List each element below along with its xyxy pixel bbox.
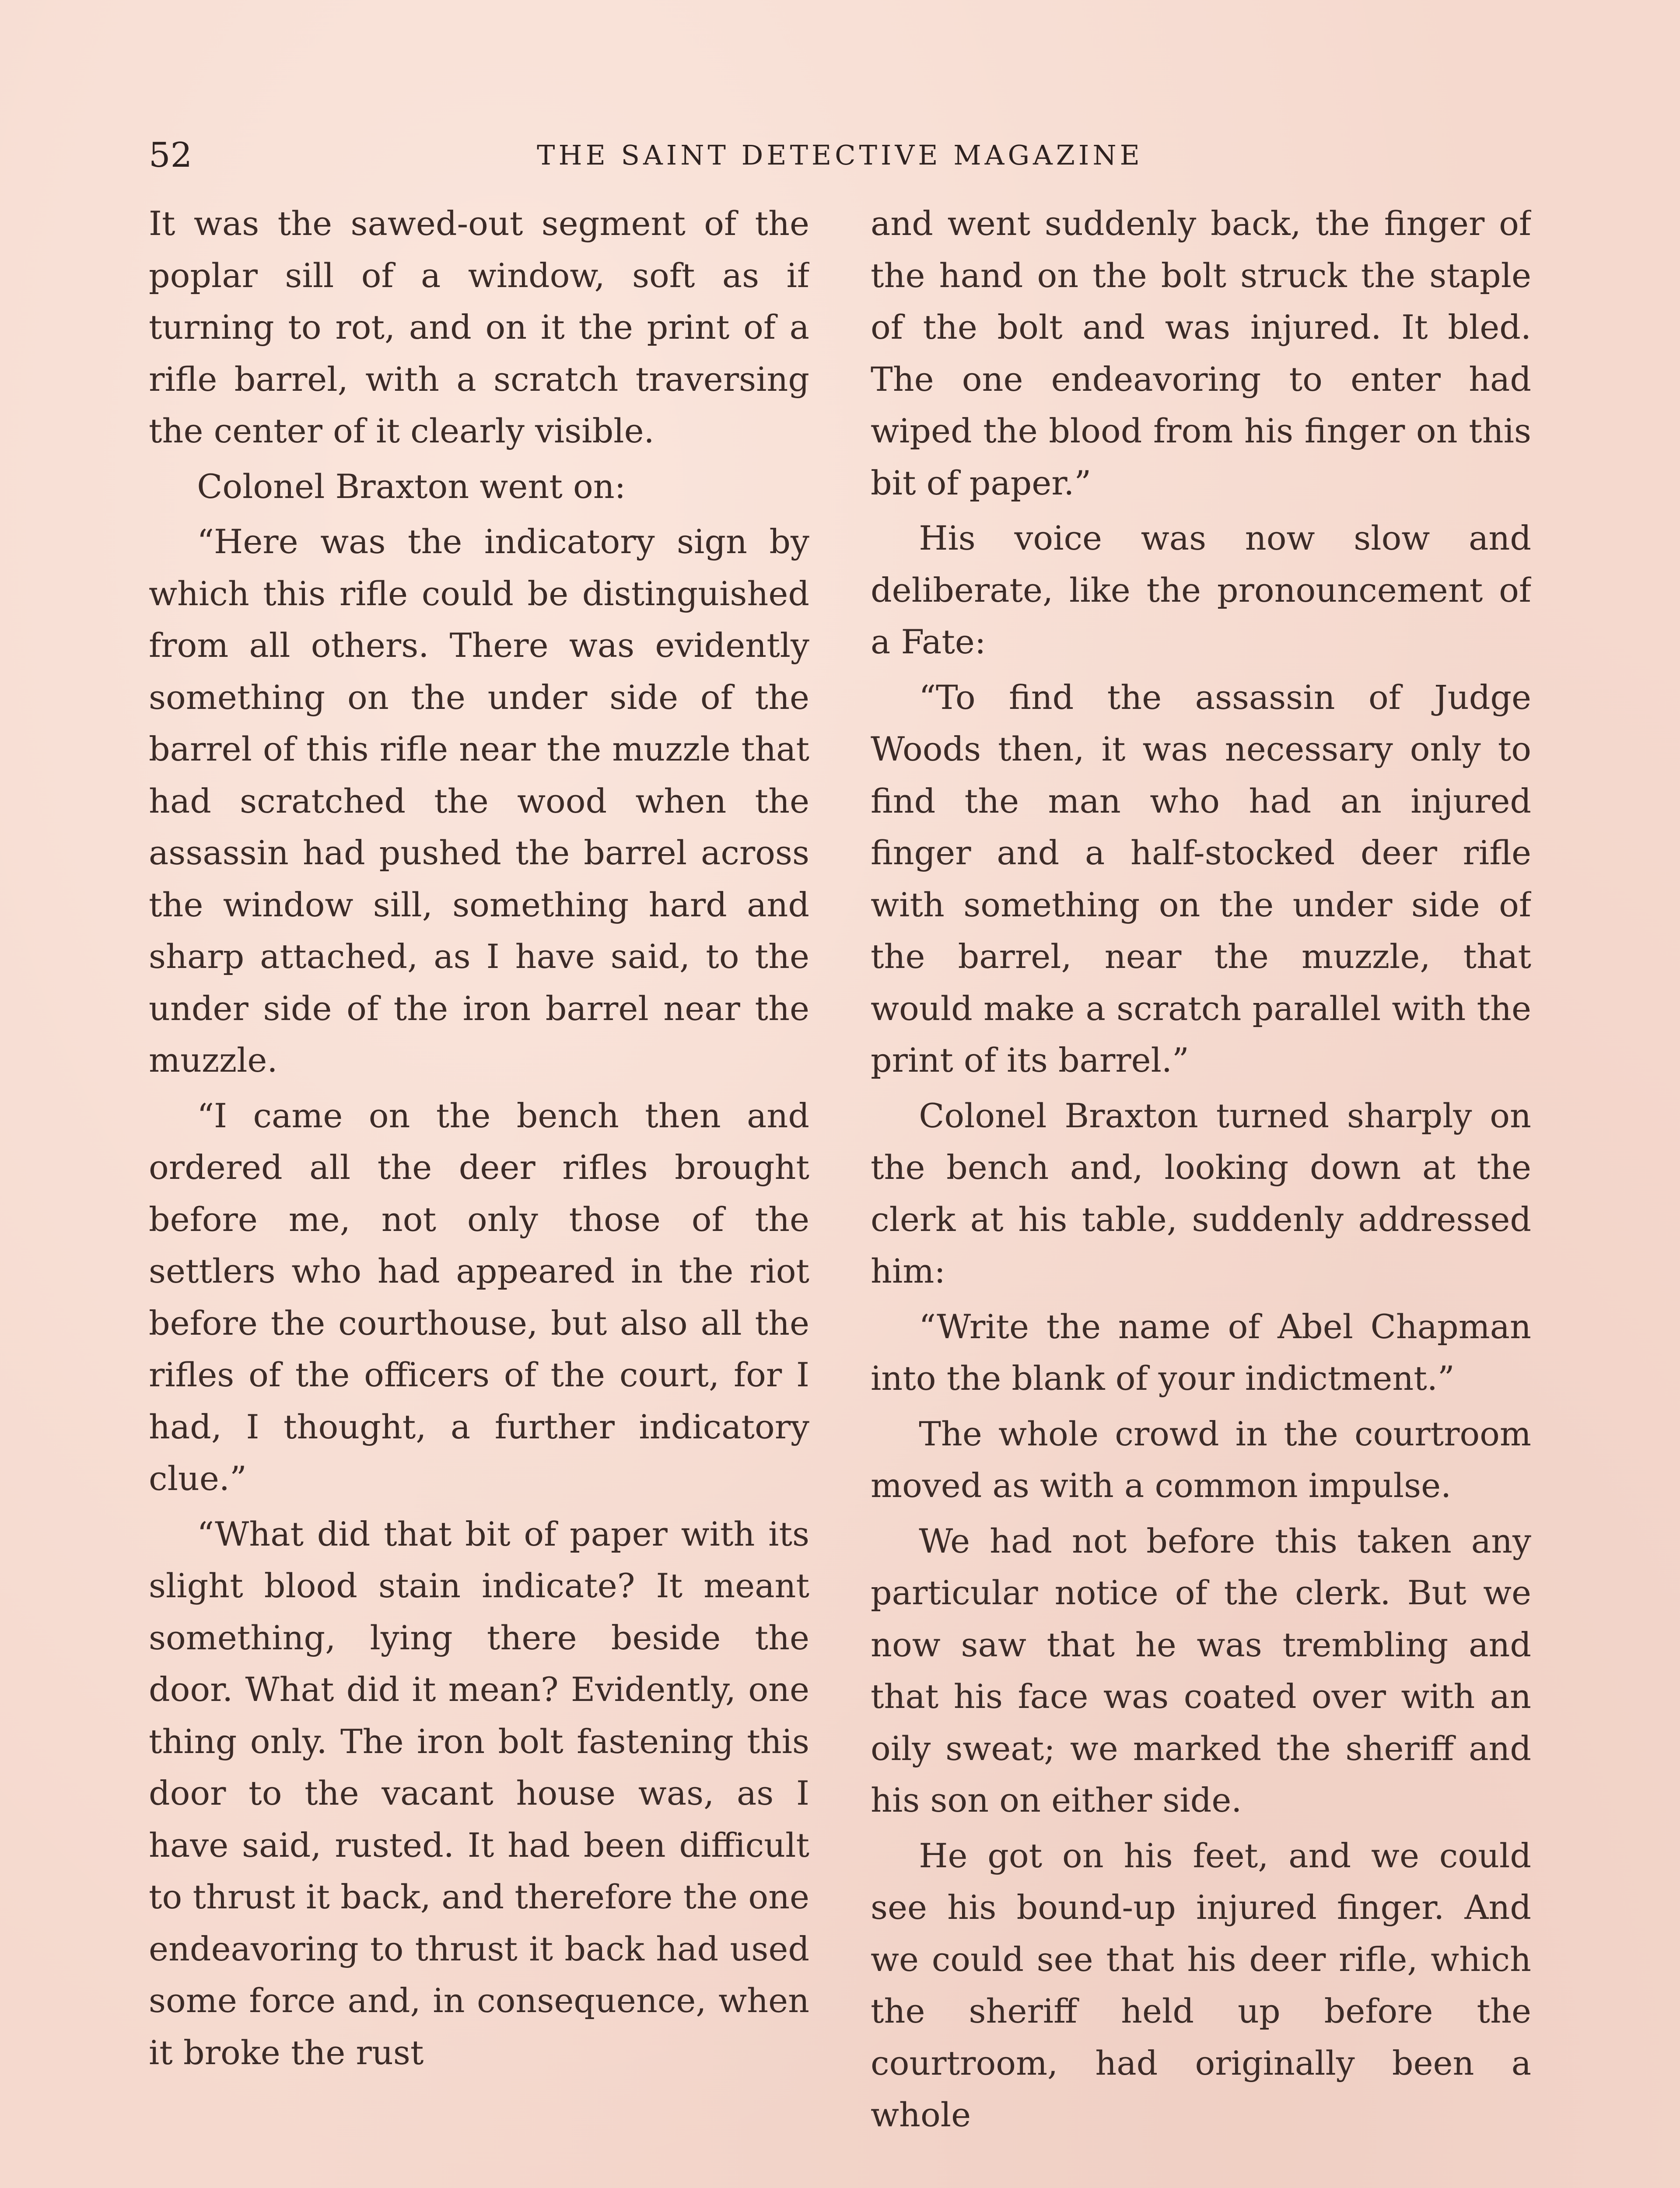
paragraph: “I came on the bench then and ordered all the deer rifles brought before me, not only those of the settlers who had appeared in the riot before the courthouse, but also all the rifles of the officers of the court, for I had, I thought, a further indicatory clue.” bbox=[149, 1096, 809, 1498]
paragraph: His voice was now slow and deliberate, like the pronouncement of a Fate: bbox=[871, 519, 1531, 661]
paragraph: “What did that bit of paper with its slight blood stain indicate? It meant something, lying there beside the door. What did it mean? Evidently, one thing only. The iron bolt fastening this door to the vacant house was, as I have said, rusted. It had been difficult to thrust it back, and therefore the one endeavoring to thrust it back had used some force and, in consequence, when it broke the rust bbox=[149, 1514, 809, 2072]
paragraph: “Write the name of Abel Chapman into the blank of your indictment.” bbox=[871, 1307, 1531, 1398]
page-number: 52 bbox=[149, 136, 192, 175]
paragraph: We had not before this taken any particular notice of the clerk. But we now saw that he was trembling and that his face was coated over with an oily sweat; we marked the sheriff and his son on either side. bbox=[871, 1521, 1531, 1820]
paragraph: and went suddenly back, the finger of the hand on the bolt struck the staple of the bolt and was injured. It bled. The one endeavoring to enter had wiped the blood from his finger on this bit of paper.” bbox=[871, 204, 1531, 502]
left-column bbox=[149, 198, 809, 2188]
paragraph: “Here was the indicatory sign by which this rifle could be distinguished from all others. There was evidently something on the under side of the barrel of this rifle near the muzzle that had scratched the wood when the assassin had pushed the barrel across the window sill, something hard and sharp attached, as I have said, to the under side of the iron barrel near the muzzle. bbox=[149, 522, 809, 1080]
paragraph: The whole crowd in the courtroom moved as with a common impulse. bbox=[871, 1414, 1531, 1505]
paragraph: Colonel Braxton went on: bbox=[197, 466, 626, 506]
running-title: THE SAINT DETECTIVE MAGAZINE bbox=[537, 139, 1143, 171]
paragraph: “To find the assassin of Judge Woods then, it was necessary only to find the man who had an injured finger and a half-stocked deer rifle with something on the under side of the barrel, near the muzzle, that would make a scratch parallel with the print of its barrel.” bbox=[871, 677, 1531, 1080]
paragraph: He got on his feet, and we could see his bound-up injured finger. And we could see that his deer rifle, which the sheriff held up before the courtroom, had originally been a whole bbox=[871, 1836, 1531, 2134]
paragraph: Colonel Braxton turned sharply on the bench and, looking down at the clerk at his table, suddenly addressed him: bbox=[871, 1096, 1531, 1290]
page-header bbox=[149, 131, 1531, 179]
right-column bbox=[871, 198, 1531, 2188]
paragraph: It was the sawed-out segment of the poplar sill of a window, soft as if turning to rot, and on it the print of a rifle barrel, with a scratch traversing the center of it clearly visible. bbox=[149, 204, 809, 450]
